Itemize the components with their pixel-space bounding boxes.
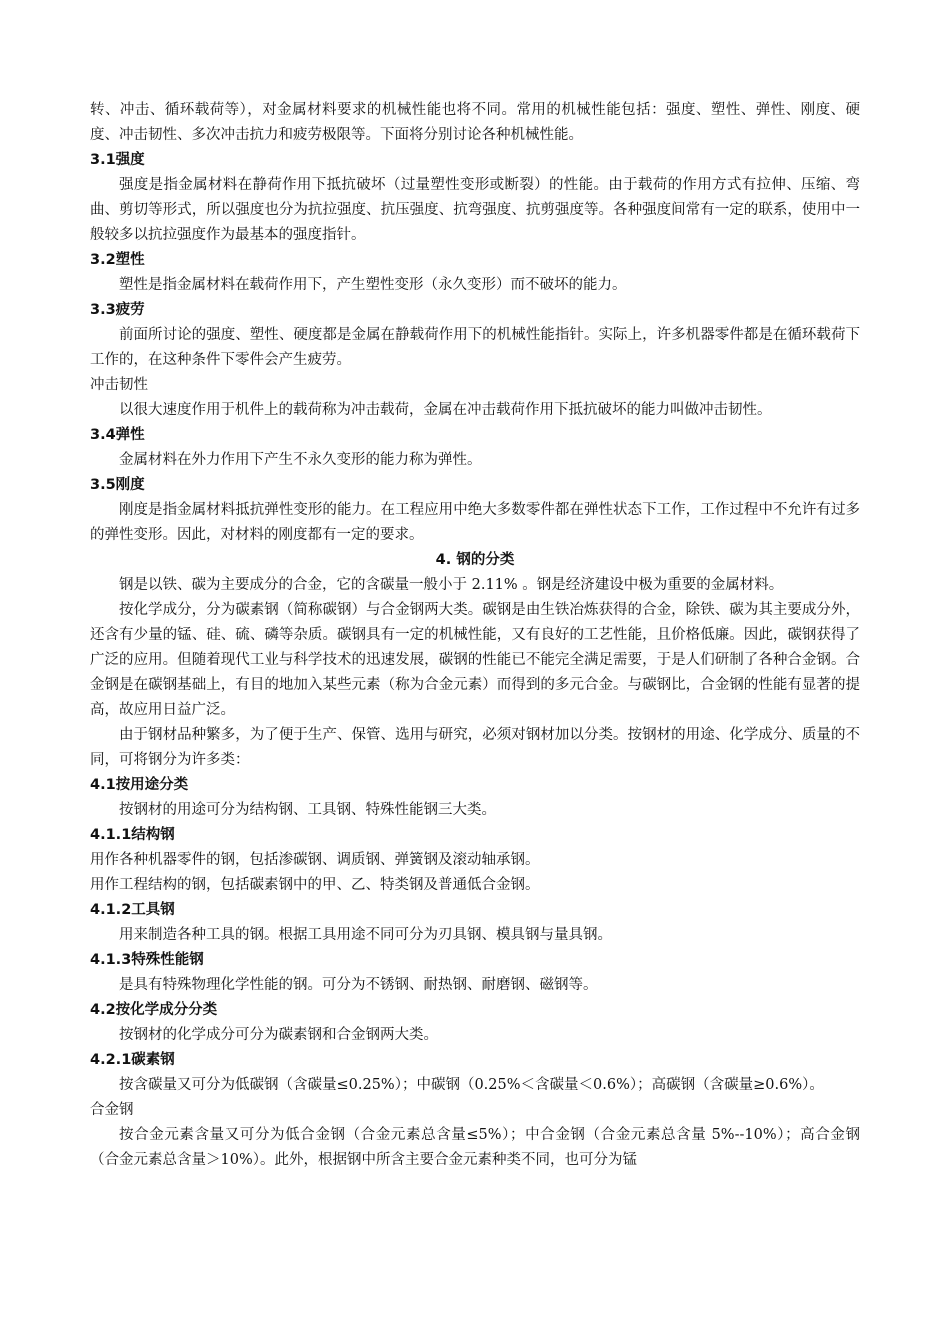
paragraph-by-composition: 按钢材的化学成分可分为碳素钢和合金钢两大类。 — [119, 1027, 438, 1043]
paragraph-fatigue: 前面所讨论的强度、塑性、硬度都是金属在静载荷作用下的机械性能指针。实际上，许多机器零件都是在循环载荷下工作的，在这种条件下零件会产生疲劳。 — [90, 327, 860, 368]
paragraph-by-usage: 按钢材的用途可分为结构钢、工具钢、特殊性能钢三大类。 — [119, 802, 496, 818]
heading-impact-toughness: 冲击韧性 — [90, 377, 148, 393]
heading-4-1-3: 4.1.3特殊性能钢 — [90, 952, 204, 968]
paragraph-special-steel: 是具有特殊物理化学性能的钢。可分为不锈钢、耐热钢、耐磨钢、磁钢等。 — [119, 977, 598, 993]
paragraph-plasticity: 塑性是指金属材料在载荷作用下，产生塑性变形（永久变形）而不破坏的能力。 — [119, 277, 627, 293]
heading-4-1-1: 4.1.1结构钢 — [90, 827, 175, 843]
heading-3-3: 3.3疲劳 — [90, 302, 145, 318]
paragraph-tool-steel: 用来制造各种工具的钢。根据工具用途不同可分为刃具钢、模具钢与量具钢。 — [119, 927, 612, 943]
heading-4-1-2: 4.1.2工具钢 — [90, 902, 175, 918]
paragraph-carbon-steel: 按含碳量又可分为低碳钢（含碳量≤0.25%）；中碳钢（0.25%＜含碳量＜0.6%）；高碳钢（含碳量≥0.6%）。 — [119, 1077, 824, 1093]
paragraph-structural-machine: 用作各种机器零件的钢，包括渗碳钢、调质钢、弹簧钢及滚动轴承钢。 — [90, 852, 540, 868]
paragraph-strength: 强度是指金属材料在静荷作用下抵抗破坏（过量塑性变形或断裂）的性能。由于载荷的作用方式有拉伸、压缩、弯曲、剪切等形式，所以强度也分为抗拉强度、抗压强度、抗弯强度、抗剪强度等。各种强度间常有一定的联系，使用中一般较多以抗拉强度作为最基本的强度指针。 — [90, 177, 860, 243]
heading-4-1: 4.1按用途分类 — [90, 777, 189, 793]
heading-3-4: 3.4弹性 — [90, 427, 145, 443]
heading-alloy-steel: 合金钢 — [90, 1102, 134, 1118]
section-title-steel-classification: 4. 钢的分类 — [435, 552, 515, 568]
paragraph-elasticity: 金属材料在外力作用下产生不永久变形的能力称为弹性。 — [119, 452, 482, 468]
paragraph-intro: 转、冲击、循环载荷等），对金属材料要求的机械性能也将不同。常用的机械性能包括：强度、塑性、弹性、刚度、硬度、冲击韧性、多次冲击抗力和疲劳极限等。下面将分别讨论各种机械性能。 — [90, 102, 860, 143]
paragraph-stiffness: 刚度是指金属材料抵抗弹性变形的能力。在工程应用中绝大多数零件都在弹性状态下工作，工作过程中不允许有过多的弹性变形。因此，对材料的刚度都有一定的要求。 — [90, 502, 860, 543]
heading-3-5: 3.5刚度 — [90, 477, 145, 493]
paragraph-alloy-steel: 按合金元素含量又可分为低合金钢（合金元素总含量≤5%）；中合金钢（合金元素总含量 5%--10%）；高合金钢（合金元素总含量＞10%）。此外，根据钢中所含主要合金元素种类不同，也可分为锰 — [90, 1127, 860, 1168]
paragraph-structural-engineering: 用作工程结构的钢，包括碳素钢中的甲、乙、特类钢及普通低合金钢。 — [90, 877, 540, 893]
heading-3-1: 3.1强度 — [90, 152, 145, 168]
paragraph-carbon-alloy: 按化学成分，分为碳素钢（简称碳钢）与合金钢两大类。碳钢是由生铁冶炼获得的合金，除铁、碳为其主要成分外，还含有少量的锰、硅、硫、磷等杂质。碳钢具有一定的机械性能，又有良好的工艺性能，且价格低廉。因此，碳钢获得了广泛的应用。但随着现代工业与科学技术的迅速发展，碳钢的性能已不能完全满足需要，于是人们研制了各种合金钢。合金钢是在碳钢基础上，有目的地加入某些元素（称为合金元素）而得到的多元合金。与碳钢比，合金钢的性能有显著的提高，故应用日益广泛。 — [90, 602, 860, 718]
heading-4-2: 4.2按化学成分分类 — [90, 1002, 218, 1018]
heading-4-2-1: 4.2.1碳素钢 — [90, 1052, 175, 1068]
paragraph-impact-toughness: 以很大速度作用于机件上的载荷称为冲击载荷，金属在冲击载荷作用下抵抗破坏的能力叫做冲击韧性。 — [119, 402, 772, 418]
heading-3-2: 3.2塑性 — [90, 252, 145, 268]
paragraph-classification-intro: 由于钢材品种繁多，为了便于生产、保管、选用与研究，必须对钢材加以分类。按钢材的用途、化学成分、质量的不同，可将钢分为许多类： — [90, 727, 860, 768]
paragraph-steel-definition: 钢是以铁、碳为主要成分的合金，它的含碳量一般小于 2.11% 。钢是经济建设中极为重要的金属材料。 — [119, 577, 784, 593]
document-page — [90, 98, 860, 1173]
